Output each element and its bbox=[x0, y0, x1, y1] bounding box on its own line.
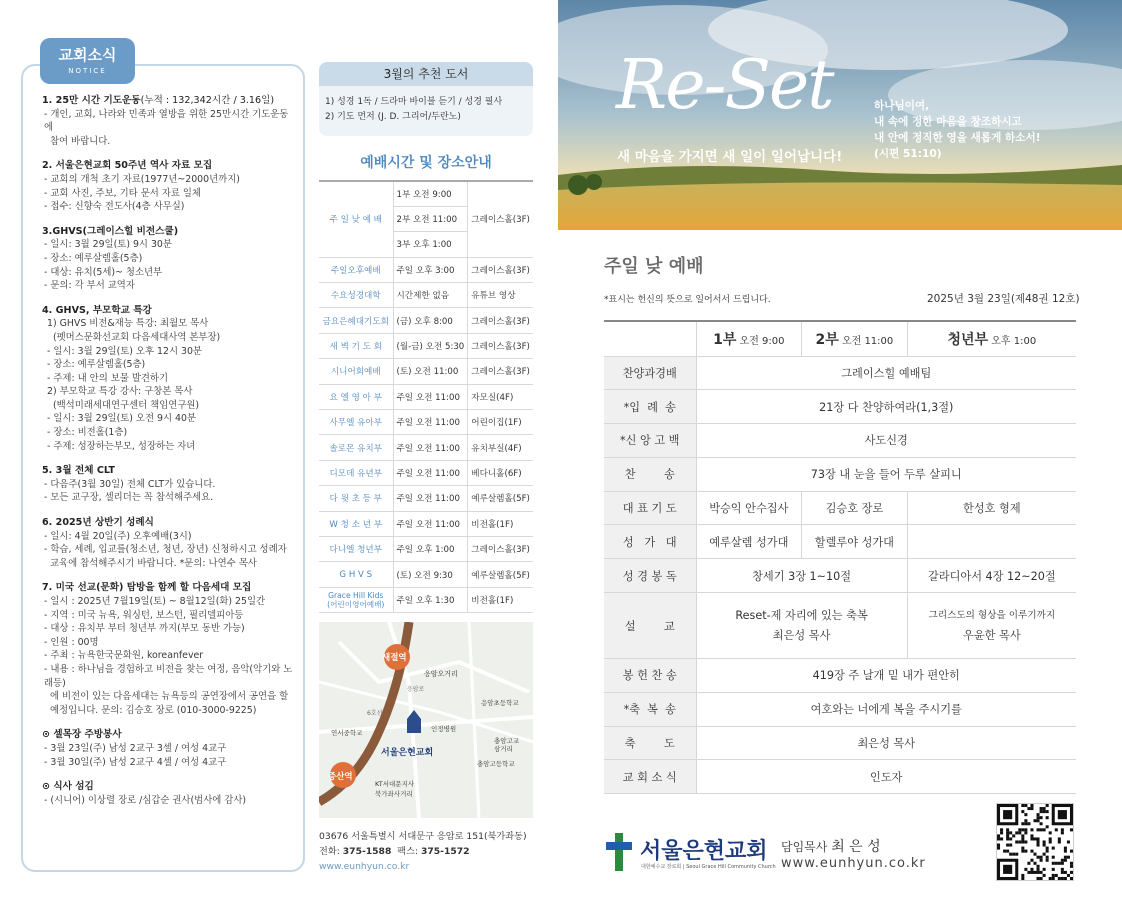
notice-list bbox=[42, 94, 297, 818]
order-label: *신 앙 고 백 bbox=[604, 424, 696, 458]
times-place: 비전홀(1F) bbox=[468, 511, 533, 536]
notice-item-line: (펫머스문화선교회 다음세대사역 본부장) bbox=[44, 331, 221, 343]
times-when: 주일 오전 11:00 bbox=[393, 511, 468, 536]
notice-item-line: - 대상: 유치(5세)~ 청소년부 bbox=[44, 266, 163, 278]
notice-item-line: - 3월 23일(주) 남성 2교구 3셀 / 여성 4교구 bbox=[44, 742, 227, 754]
banner-subtitle: 새 마음을 가지면 새 일이 일어납니다! bbox=[617, 149, 843, 165]
church-logo-icon bbox=[606, 833, 632, 871]
order-value bbox=[907, 525, 1076, 559]
notice-item-line: - (시니어) 이상렬 장로 /심갑순 권사(범사에 감사) bbox=[44, 794, 247, 806]
order-value: 갈라디아서 4장 12~20절 bbox=[907, 559, 1076, 593]
notice-item-line: 1) GHVS 비전&재능 특강: 최월모 목사 bbox=[44, 318, 209, 330]
books-title: 3월의 추천 도서 bbox=[319, 62, 533, 86]
order-label: 교 회 소 식 bbox=[604, 760, 696, 794]
order-value: 김승호 장로 bbox=[802, 491, 908, 525]
notice-item-line: - 모든 교구장, 셀리더는 꼭 참석해주세요. bbox=[44, 492, 214, 504]
order-label: 축 도 bbox=[604, 726, 696, 760]
times-when: 주일 오전 11:00 bbox=[393, 435, 468, 460]
times-name: 새 벽 기 도 회 bbox=[319, 333, 393, 358]
times-name: 시니어회예배 bbox=[319, 359, 393, 384]
times-when: 주일 오전 11:00 bbox=[393, 410, 468, 435]
map-label: 응암초등학교 bbox=[481, 699, 519, 707]
order-value: 예루살렘 성가대 bbox=[696, 525, 802, 559]
notice-item-title: 3.GHVS(그레이스힐 비전스쿨) bbox=[42, 225, 179, 237]
times-row bbox=[319, 536, 533, 561]
sermon-preacher: 최은성 목사 bbox=[772, 628, 831, 642]
order-value: 73장 내 눈을 들어 두루 살피니 bbox=[696, 457, 1076, 491]
notice-item-line: - 장소: 예루살렘홀(5층) bbox=[44, 359, 146, 371]
banner-verse bbox=[874, 98, 1074, 162]
order-row bbox=[604, 390, 1076, 424]
church-name: 서울은현교회 bbox=[640, 839, 768, 864]
times-place: 유치부실(4F) bbox=[468, 435, 533, 460]
times-place: 예루살렘홀(5F) bbox=[468, 486, 533, 511]
times-name: 다 윗 초 등 부 bbox=[319, 486, 393, 511]
notice-item-line: - 일시: 3월 29일(토) 오후 12시 30분 bbox=[44, 345, 202, 357]
times-when: 주일 오후 1:30 bbox=[393, 587, 468, 612]
times-place: 그레이스홀(3F) bbox=[468, 359, 533, 384]
verse-line: 내 안에 정직한 영을 새롭게 하소서! bbox=[874, 132, 1041, 144]
times-row bbox=[319, 460, 533, 485]
notice-item-line: 교육에 참석해주시기 바랍니다. *문의: 나연수 목사 bbox=[44, 557, 257, 569]
order-row bbox=[604, 659, 1076, 693]
notice-item-line: - 접수: 신향숙 전도사(4층 사무실) bbox=[44, 201, 185, 213]
header-blank bbox=[604, 321, 696, 356]
notice-item-line: - 개인, 교회, 나라와 민족과 열방을 위한 25만시간 기도운동에 bbox=[44, 108, 289, 134]
pastor-name: 최 은 성 bbox=[831, 839, 881, 855]
location-map bbox=[319, 622, 533, 818]
times-place: 자모실(4F) bbox=[468, 384, 533, 409]
address-line: 03676 서울특별시 서대문구 응암로 151(북가좌동) bbox=[319, 831, 527, 842]
notice-item-title: 7. 미국 선교(문화) 탐방을 함께 할 다음세대 모집 bbox=[42, 582, 252, 594]
header-service-1: 1부 오전 9:00 bbox=[696, 321, 802, 356]
notice-item-line: 예정입니다. 문의: 김승호 장로 (010-3000-9225) bbox=[44, 704, 257, 716]
times-title: 예배시간 및 장소안내 bbox=[360, 155, 492, 171]
map-church-label: 서울은현교회 bbox=[381, 748, 434, 758]
order-value: 할렐루야 성가대 bbox=[802, 525, 908, 559]
times-when: 주일 오후 3:00 bbox=[393, 257, 468, 282]
order-row bbox=[604, 760, 1076, 794]
order-value: 한성호 형제 bbox=[907, 491, 1076, 525]
map-station-bottom: 증산역 bbox=[328, 772, 353, 782]
times-row bbox=[319, 308, 533, 333]
pastor: 담임목사 최 은 성 bbox=[781, 839, 881, 855]
notice-tab bbox=[40, 38, 135, 84]
order-row bbox=[604, 424, 1076, 458]
address-url[interactable]: www.eunhyun.co.kr bbox=[319, 861, 410, 872]
notice-item-title: ⊙ 셀목장 주방봉사 bbox=[42, 729, 122, 741]
times-name: 금요은혜대기도회 bbox=[319, 308, 393, 333]
notice-item-title: 2. 서울은현교회 50주년 역사 자료 모집 bbox=[42, 160, 213, 172]
times-place: 유튜브 영상 bbox=[468, 283, 533, 308]
times-name: 다니엘 청년부 bbox=[319, 536, 393, 561]
order-row bbox=[604, 559, 1076, 593]
notice-item-title: ⊙ 식사 섬김 bbox=[42, 781, 94, 793]
times-name: G H V S bbox=[319, 562, 393, 587]
notice-item bbox=[42, 304, 297, 454]
notice-item bbox=[42, 728, 297, 769]
notice-item-line: - 문의: 각 부서 교역자 bbox=[44, 280, 135, 292]
notice-item-title: 5. 3월 전체 CLT bbox=[42, 465, 115, 477]
map-label: 연서중학교 bbox=[331, 729, 363, 737]
order-label: 설 교 bbox=[604, 593, 696, 659]
notice-item bbox=[42, 516, 297, 570]
order-label: 성 경 봉 독 bbox=[604, 559, 696, 593]
order-value: 최은성 목사 bbox=[696, 726, 1076, 760]
order-value: 그레이스힐 예배팀 bbox=[696, 356, 1076, 390]
notice-item-line: - 인원 : 00명 bbox=[44, 636, 99, 648]
order-value: 사도신경 bbox=[696, 424, 1076, 458]
times-place: 그레이스홀(3F) bbox=[468, 536, 533, 561]
notice-item bbox=[42, 464, 297, 505]
times-name: 솔로몬 유치부 bbox=[319, 435, 393, 460]
sermon-title: Reset-제 자리에 있는 축복 bbox=[735, 608, 868, 622]
map-label: 인정병원 bbox=[431, 725, 457, 733]
times-when: 주일 오전 11:00 bbox=[393, 384, 468, 409]
times-name: 요 엘 영 아 부 bbox=[319, 384, 393, 409]
order-label: *축 복 송 bbox=[604, 692, 696, 726]
times-place: 그레이스홀(3F) bbox=[468, 308, 533, 333]
times-row bbox=[319, 333, 533, 358]
notice-item-title: 1. 25만 시간 기도운동(누적 : 132,342시간 / 3.16일) bbox=[42, 95, 275, 106]
times-when: (월-금) 오전 5:30 bbox=[393, 333, 468, 358]
times-when: (토) 오전 11:00 bbox=[393, 359, 468, 384]
service-title: 주일 낮 예배 bbox=[604, 256, 704, 277]
order-row bbox=[604, 692, 1076, 726]
times-row bbox=[319, 359, 533, 384]
times-name: 사무엘 유아부 bbox=[319, 410, 393, 435]
notice-item-line: - 주제: 내 안의 보물 발견하기 bbox=[44, 372, 169, 384]
contact-line: 전화: 375-1588 팩스: 375-1572 bbox=[319, 846, 470, 857]
notice-item bbox=[42, 581, 297, 717]
order-row bbox=[604, 593, 1076, 659]
order-row bbox=[604, 525, 1076, 559]
notice-item-line: - 내용 : 하나님을 경험하고 비전을 찾는 여정, 음악(악기와 노래등) bbox=[44, 663, 293, 689]
notice-item-line: - 일시: 4월 20일(주) 오후예배(3시) bbox=[44, 530, 192, 542]
service-note: *표시는 헌신의 뜻으로 일어서서 드립니다. bbox=[604, 295, 771, 305]
order-label: 찬양과경배 bbox=[604, 356, 696, 390]
order-row bbox=[604, 356, 1076, 390]
church-subname: 대한예수교 장로회 | Seoul Grace Hill Community Church bbox=[641, 864, 776, 870]
times-row bbox=[319, 511, 533, 536]
address-block bbox=[319, 829, 539, 874]
banner-title: Re-Set bbox=[616, 46, 833, 125]
book-line: 2) 기도 먼저 (J. D. 그리어/두란노) bbox=[325, 112, 461, 122]
book-line: 1) 성경 1독 / 드라마 바이블 듣기 / 성경 필사 bbox=[325, 97, 503, 107]
tel: 375-1588 bbox=[342, 846, 392, 857]
notice-item-line: - 교회 사진, 주보, 기타 문서 자료 일체 bbox=[44, 187, 201, 199]
order-value: 여호와는 너에게 복을 주시기를 bbox=[696, 692, 1076, 726]
notice-item-line: - 장소: 예루살렘홀(5층) bbox=[44, 252, 143, 264]
map-label: 충암고등학교 bbox=[477, 760, 515, 768]
times-name: 수요성경대학 bbox=[319, 283, 393, 308]
times-place: 그레이스홀(3F) bbox=[468, 333, 533, 358]
fax: 375-1572 bbox=[420, 846, 470, 857]
times-row bbox=[319, 435, 533, 460]
notice-item-line: 에 비전이 있는 다음세대는 뉴욕등의 공연장에서 공연을 할 bbox=[44, 691, 289, 703]
notice-item bbox=[42, 94, 297, 148]
times-when: 주일 오전 11:00 bbox=[393, 460, 468, 485]
order-row bbox=[604, 726, 1076, 760]
notice-tab-subtitle: NOTICE bbox=[68, 67, 107, 75]
order-label: 성 가 대 bbox=[604, 525, 696, 559]
notice-tab-title: 교회소식 bbox=[58, 46, 117, 64]
times-name: 디모데 유년부 bbox=[319, 460, 393, 485]
notice-item-line: - 다음주(3월 30일) 전체 CLT가 있습니다. bbox=[44, 478, 216, 490]
times-place: 예루살렘홀(5F) bbox=[468, 562, 533, 587]
map-label: KT서대문지사 북가좌사거리 bbox=[375, 780, 415, 798]
qr-code-icon[interactable] bbox=[996, 803, 1074, 881]
order-value: 인도자 bbox=[696, 760, 1076, 794]
times-when: 1부 오전 9:00 bbox=[393, 181, 468, 206]
map-label: 응암로 bbox=[407, 686, 425, 693]
times-row bbox=[319, 384, 533, 409]
times-name: 주일오후예배 bbox=[319, 257, 393, 282]
notice-item bbox=[42, 159, 297, 213]
notice-item-line: - 일시: 3월 29일(토) 9시 30분 bbox=[44, 239, 172, 251]
sermon-title: 그리스도의 형상을 이루기까지 bbox=[928, 609, 1056, 621]
sermon-preacher: 우윤한 목사 bbox=[963, 628, 1021, 642]
notice-item bbox=[42, 225, 297, 293]
notice-item-line: - 주제: 성장하는부모, 성장하는 자녀 bbox=[44, 440, 196, 452]
map-label: 응암오거리 bbox=[424, 670, 458, 678]
times-name: 주 일 낮 예 배 bbox=[319, 181, 393, 257]
books-list bbox=[319, 86, 533, 136]
times-row bbox=[319, 257, 533, 282]
notice-item-line: - 장소: 비전홀(1층) bbox=[44, 427, 128, 439]
service-date: 2025년 3월 23일(제48권 12호) bbox=[927, 293, 1080, 305]
times-row bbox=[319, 410, 533, 435]
notice-item-line: - 교회의 개척 초기 자료(1977년~2000년까지) bbox=[44, 173, 240, 185]
header-service-2: 2부 오전 11:00 bbox=[802, 321, 908, 356]
map-label: 6호선 bbox=[367, 710, 383, 717]
order-label: 찬 송 bbox=[604, 457, 696, 491]
notice-item-line: - 일시 : 2025년 7월19일(토) ~ 8월12일(화) 25일간 bbox=[44, 596, 266, 607]
map-station-top: 새절역 bbox=[382, 653, 407, 663]
website-link[interactable]: www.eunhyun.co.kr bbox=[781, 856, 926, 871]
times-name: W 청 소 년 부 bbox=[319, 511, 393, 536]
order-label: 봉 헌 찬 송 bbox=[604, 659, 696, 693]
times-when: 2부 오전 11:00 bbox=[393, 206, 468, 231]
notice-item-line: - 일시: 3월 29일(토) 오전 9시 40분 bbox=[44, 413, 197, 425]
times-place: 어린이집(1F) bbox=[468, 410, 533, 435]
order-value: 창세기 3장 1~10절 bbox=[696, 559, 907, 593]
times-place: 비전홀(1F) bbox=[468, 587, 533, 612]
verse-line: (시편 51:10) bbox=[874, 148, 942, 160]
notice-item-line: - 학습, 세례, 입교를(청소년, 청년, 장년) 신청하시고 성례자 bbox=[44, 544, 287, 556]
times-when: 3부 오후 1:00 bbox=[393, 232, 468, 257]
times-row bbox=[319, 486, 533, 511]
times-when: (금) 오후 8:00 bbox=[393, 308, 468, 333]
times-when: 주일 오후 1:00 bbox=[393, 536, 468, 561]
order-row bbox=[604, 457, 1076, 491]
order-value: 박승익 안수집사 bbox=[696, 491, 802, 525]
verse-line: 하나님이여, bbox=[874, 100, 930, 112]
map-label: 충암고교 삼거리 bbox=[494, 737, 520, 753]
notice-item-line: - 3월 30일(주) 남성 2교구 4셀 / 여성 4교구 bbox=[44, 756, 227, 768]
times-place: 그레이스홀(3F) bbox=[468, 181, 533, 257]
order-row bbox=[604, 491, 1076, 525]
times-row bbox=[319, 283, 533, 308]
times-place: 베다니홀(6F) bbox=[468, 460, 533, 485]
times-when: (토) 오전 9:30 bbox=[393, 562, 468, 587]
times-row bbox=[319, 587, 533, 612]
notice-item-line: - 주최 : 뉴욕한국문화원, koreanfever bbox=[44, 650, 204, 662]
header-service-youth: 청년부 오후 1:00 bbox=[907, 321, 1076, 356]
times-when: 주일 오전 11:00 bbox=[393, 486, 468, 511]
order-value bbox=[907, 593, 1076, 659]
worship-times-table bbox=[319, 180, 533, 613]
notice-item-line: - 지역 : 미국 뉴욕, 워싱턴, 보스턴, 필리델피아등 bbox=[44, 609, 244, 621]
notice-item-line: 참여 바랍니다. bbox=[44, 135, 111, 147]
times-name: Grace Hill Kids (어린이영어예배) bbox=[319, 587, 393, 612]
notice-item-title: 4. GHVS, 부모학교 특강 bbox=[42, 304, 152, 316]
order-of-service-table bbox=[604, 320, 1076, 794]
times-row bbox=[319, 562, 533, 587]
order-value: 419장 주 날개 밑 내가 편안히 bbox=[696, 659, 1076, 693]
order-value: 21장 다 찬양하여라(1,3절) bbox=[696, 390, 1076, 424]
notice-item-title: 6. 2025년 상반기 성례식 bbox=[42, 517, 154, 529]
times-when: 시간제한 없음 bbox=[393, 283, 468, 308]
order-label: 대 표 기 도 bbox=[604, 491, 696, 525]
times-place: 그레이스홀(3F) bbox=[468, 257, 533, 282]
verse-line: 내 속에 정한 마음을 창조하시고 bbox=[874, 116, 1022, 128]
notice-item bbox=[42, 780, 297, 807]
notice-item-line: (백석미래세대연구센터 책임연구원) bbox=[44, 399, 200, 411]
notice-item-line: 2) 부모학교 특강 강사: 구창본 목사 bbox=[44, 386, 193, 398]
order-label: *입 례 송 bbox=[604, 390, 696, 424]
notice-item-line: - 대상 : 유치부 부터 청년부 까지(부모 동반 가능) bbox=[44, 623, 245, 635]
order-value bbox=[696, 593, 907, 659]
